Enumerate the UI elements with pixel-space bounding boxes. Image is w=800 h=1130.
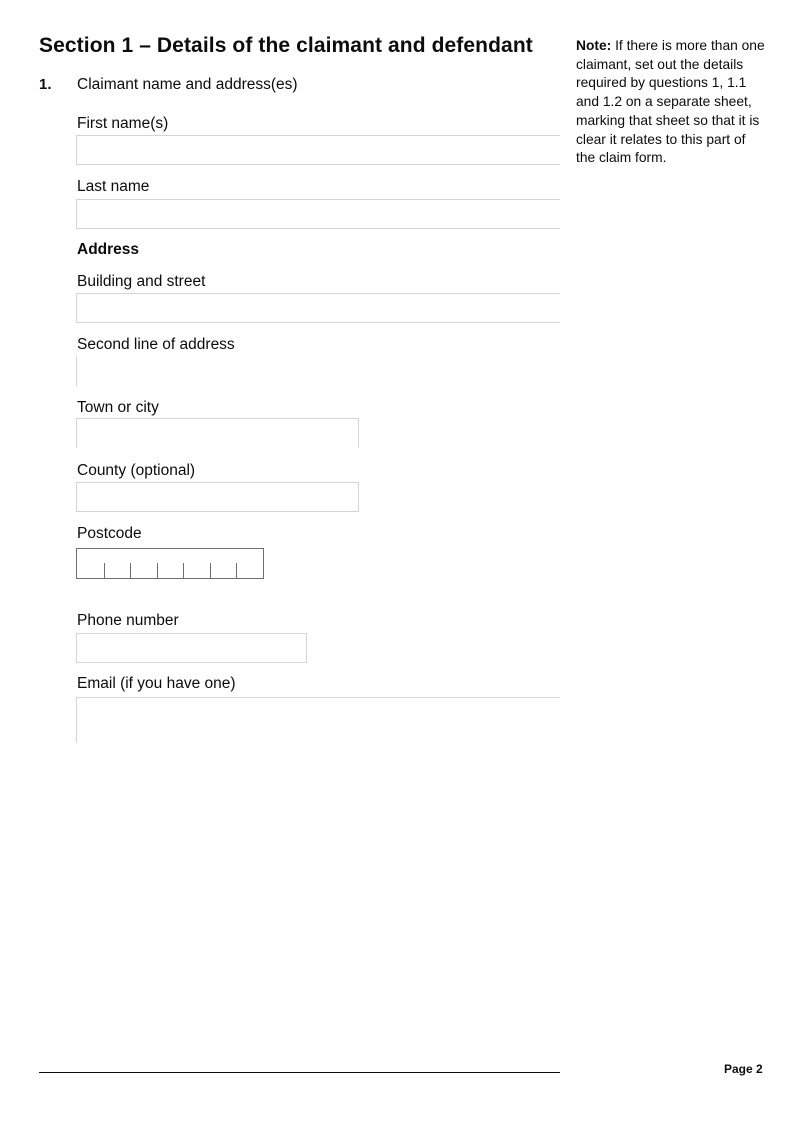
address-heading: Address bbox=[77, 241, 140, 258]
phone-label: Phone number bbox=[77, 612, 179, 629]
postcode-field[interactable] bbox=[76, 548, 264, 579]
county-field[interactable] bbox=[76, 482, 359, 512]
page-number: Page 2 bbox=[724, 1062, 763, 1076]
building-street-field[interactable] bbox=[76, 293, 560, 323]
email-field[interactable] bbox=[76, 697, 560, 743]
question-number: 1. bbox=[39, 76, 52, 93]
second-line-field[interactable] bbox=[76, 356, 77, 386]
first-name-label: First name(s) bbox=[77, 115, 169, 132]
postcode-label: Postcode bbox=[77, 525, 142, 542]
section-title: Section 1 – Details of the claimant and defendant bbox=[39, 34, 533, 57]
second-line-label: Second line of address bbox=[77, 336, 235, 353]
first-name-field[interactable] bbox=[76, 135, 560, 165]
question-text: Claimant name and address(es) bbox=[77, 76, 298, 93]
postcode-cell[interactable] bbox=[157, 549, 184, 578]
footer-rule bbox=[39, 1072, 560, 1073]
email-label-text: Email bbox=[77, 675, 116, 692]
postcode-cell[interactable] bbox=[130, 549, 157, 578]
email-optional-hint: (if you have one) bbox=[120, 675, 236, 692]
town-city-field[interactable] bbox=[76, 418, 359, 448]
note-label: Note: bbox=[576, 38, 612, 53]
note-sidebar bbox=[576, 37, 766, 168]
county-label bbox=[77, 462, 195, 480]
county-label-text: County bbox=[77, 462, 127, 479]
town-city-label: Town or city bbox=[77, 399, 159, 416]
email-label bbox=[77, 675, 236, 693]
last-name-field[interactable] bbox=[76, 199, 560, 229]
last-name-label: Last name bbox=[77, 178, 150, 195]
postcode-cell[interactable] bbox=[77, 549, 104, 578]
postcode-cell[interactable] bbox=[183, 549, 210, 578]
postcode-cell[interactable] bbox=[210, 549, 237, 578]
postcode-cell[interactable] bbox=[236, 549, 263, 578]
note-text: If there is more than one claimant, set out the details required by questions 1, 1.1 and 1.2 on a separate sheet, marking that sheet so that it is clear it relates to this part of the claim form. bbox=[576, 38, 765, 166]
building-street-label: Building and street bbox=[77, 273, 206, 290]
phone-field[interactable] bbox=[76, 633, 307, 663]
postcode-cell[interactable] bbox=[104, 549, 131, 578]
county-optional-hint: (optional) bbox=[130, 462, 196, 479]
